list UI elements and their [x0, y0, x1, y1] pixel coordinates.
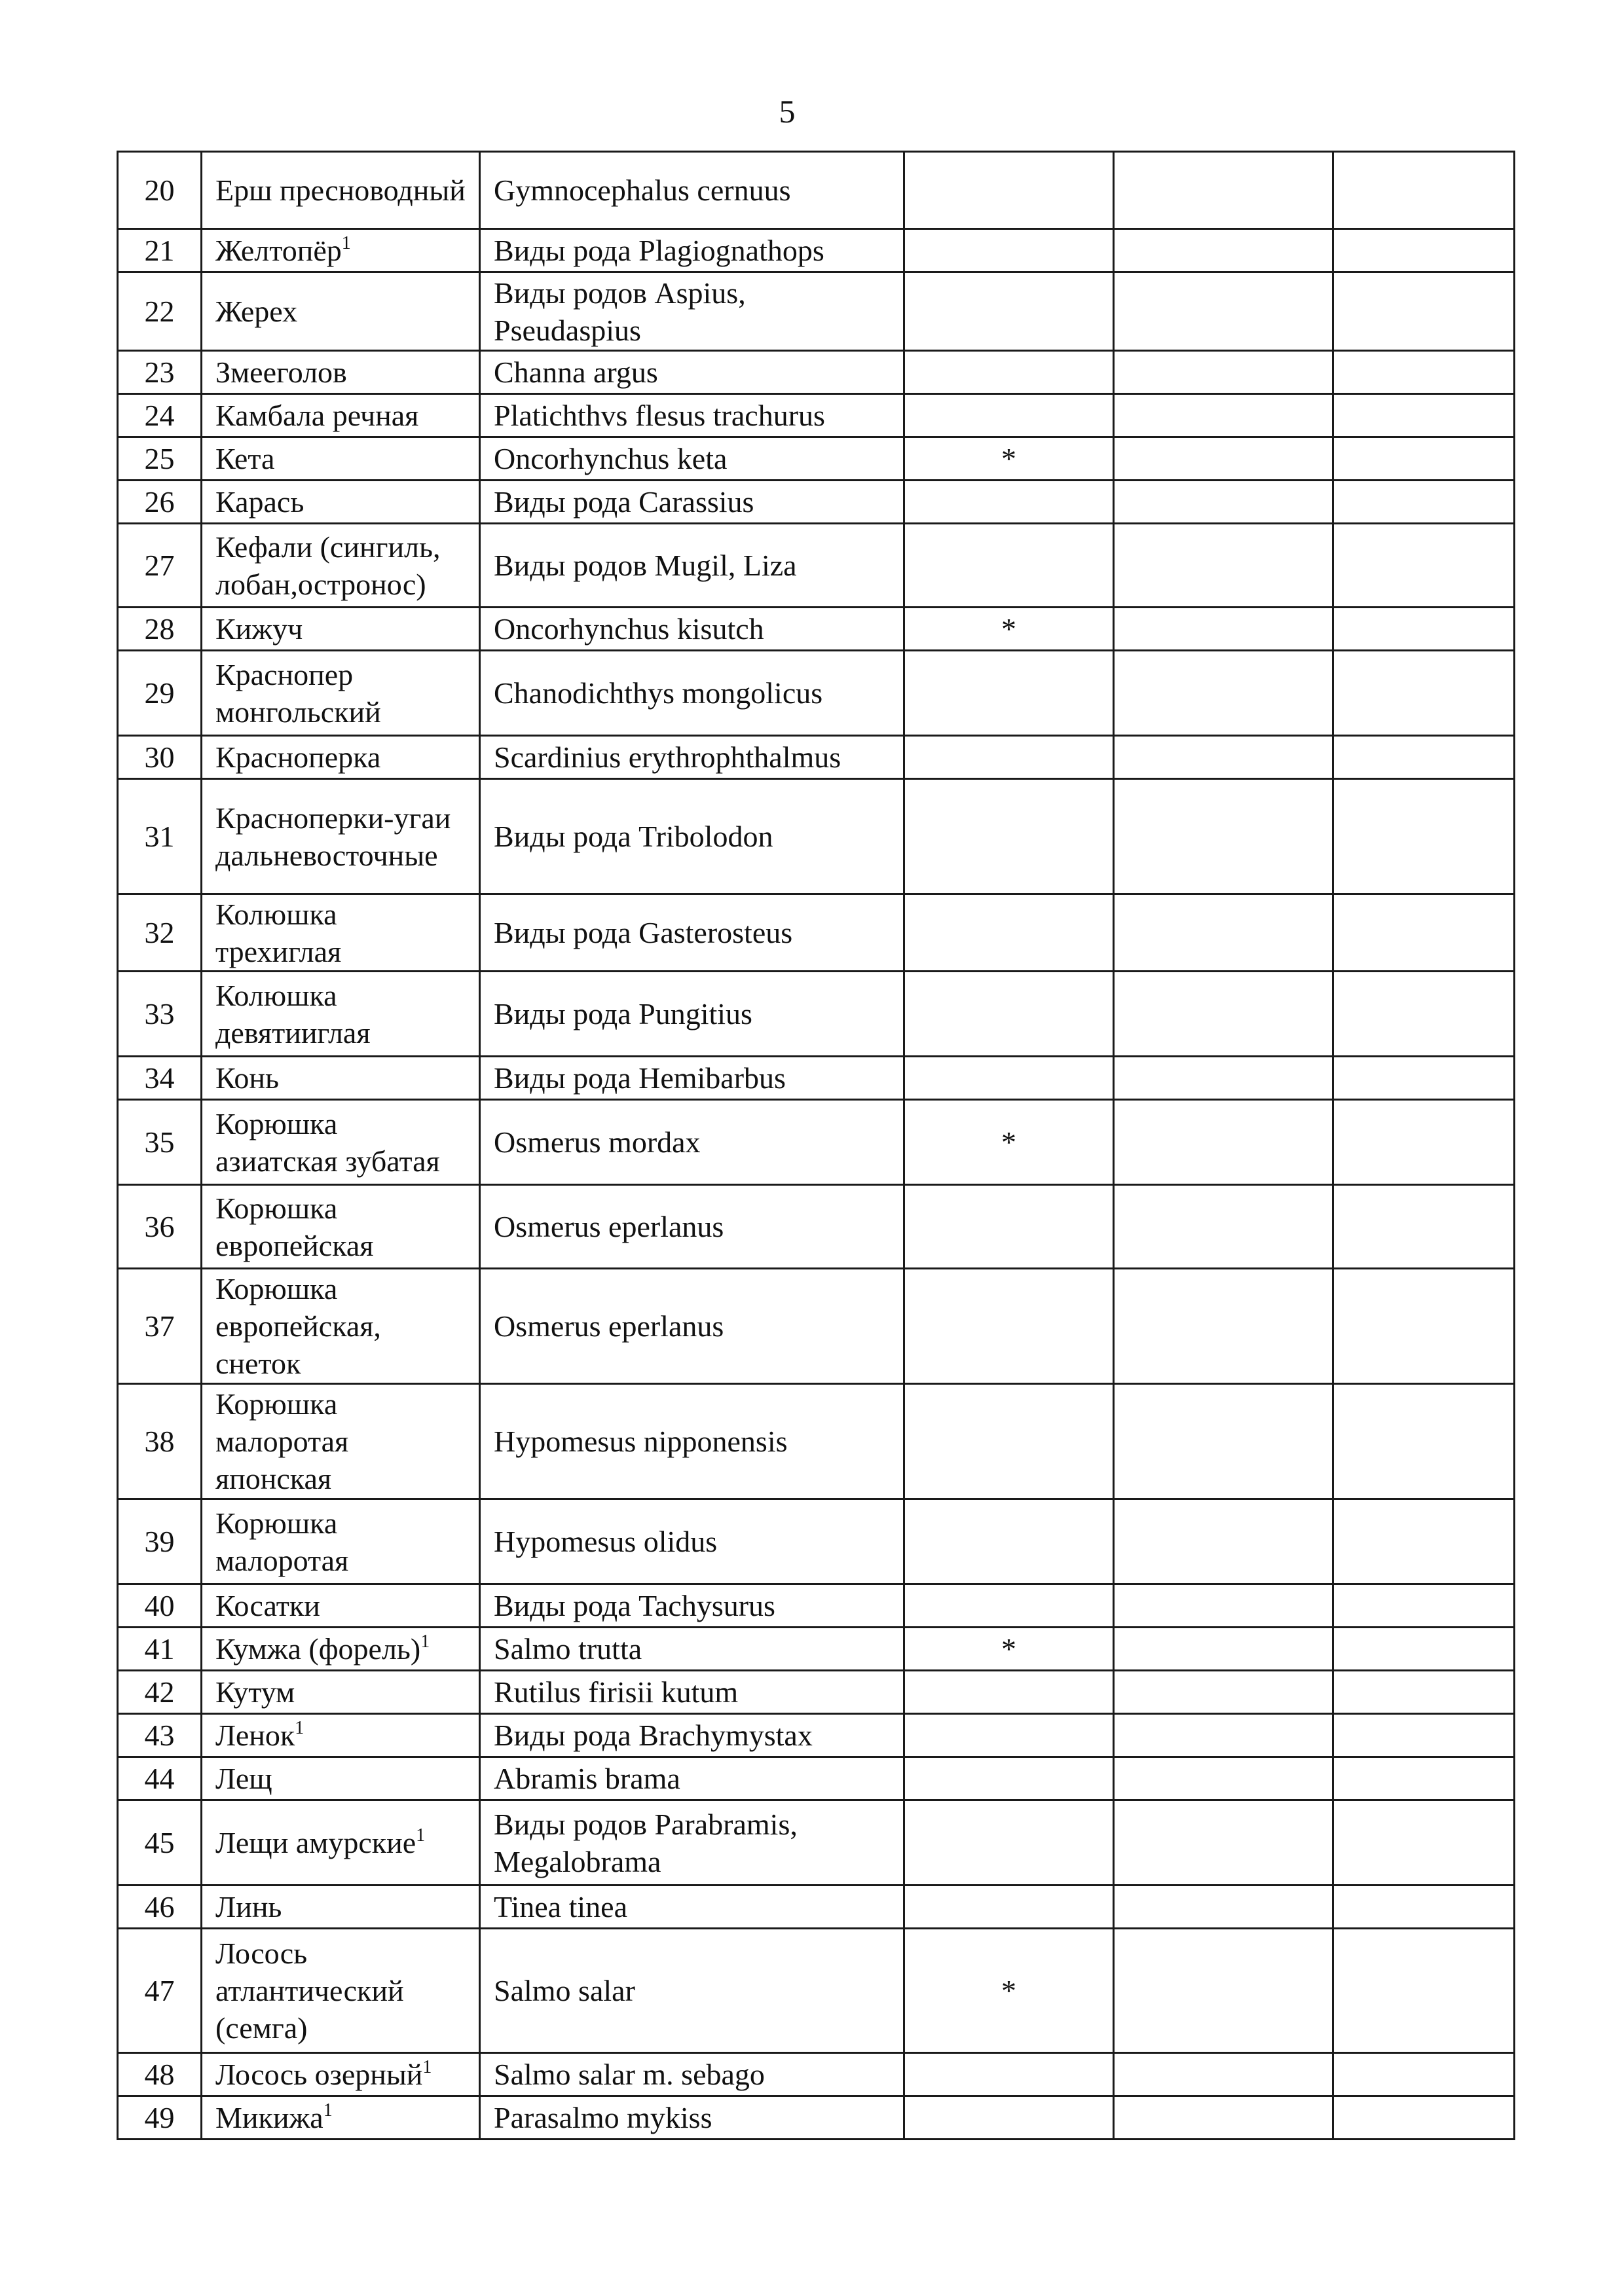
table-row: [118, 608, 1515, 651]
footnote-marker: 1: [422, 2057, 432, 2077]
asterisk-mark: [904, 1671, 1114, 1714]
asterisk-mark: [904, 229, 1114, 272]
species-name-text: Жерех: [215, 295, 298, 328]
species-name-text: Камбала речная: [215, 399, 419, 432]
species-latin-name: Виды родов Parabramis, Megalobrama: [480, 1800, 904, 1886]
species-common-name: [202, 1886, 480, 1929]
row-number: 41: [118, 1628, 202, 1671]
table-row: [118, 1185, 1515, 1269]
species-common-name: [202, 1800, 480, 1886]
empty-cell: [1114, 1757, 1333, 1800]
asterisk-mark: [904, 1057, 1114, 1100]
empty-cell: [1114, 1671, 1333, 1714]
empty-cell: [1333, 1800, 1515, 1886]
empty-cell: [1114, 779, 1333, 894]
empty-cell: [1114, 651, 1333, 736]
species-name-text: Кижуч: [215, 612, 303, 646]
asterisk-mark: *: [904, 1929, 1114, 2053]
asterisk-mark: [904, 1800, 1114, 1886]
species-common-name: [202, 1185, 480, 1269]
species-latin-name: Hypomesus nipponensis: [480, 1384, 904, 1499]
empty-cell: [1333, 651, 1515, 736]
asterisk-mark: [904, 272, 1114, 351]
empty-cell: [1114, 1886, 1333, 1929]
species-name-text: Колюшка девятииглая: [215, 978, 371, 1049]
row-number: 31: [118, 779, 202, 894]
empty-cell: [1114, 1929, 1333, 2053]
empty-cell: [1114, 272, 1333, 351]
species-latin-name: Salmo salar m. sebago: [480, 2053, 904, 2096]
species-common-name: [202, 1714, 480, 1757]
empty-cell: [1333, 779, 1515, 894]
asterisk-mark: [904, 1757, 1114, 1800]
row-number: 26: [118, 481, 202, 524]
species-name-text: Желтопёр: [215, 234, 342, 267]
table-row: [118, 1800, 1515, 1886]
row-number: 32: [118, 894, 202, 972]
asterisk-mark: [904, 481, 1114, 524]
table-row: [118, 1714, 1515, 1757]
empty-cell: [1333, 481, 1515, 524]
row-number: 25: [118, 437, 202, 481]
footnote-marker: 1: [295, 1718, 304, 1738]
empty-cell: [1333, 1384, 1515, 1499]
row-number: 24: [118, 394, 202, 437]
empty-cell: [1114, 894, 1333, 972]
species-latin-name: Rutilus firisii kutum: [480, 1671, 904, 1714]
empty-cell: [1114, 1057, 1333, 1100]
table-row: [118, 972, 1515, 1057]
page-number: 5: [779, 93, 796, 130]
asterisk-mark: *: [904, 1100, 1114, 1185]
species-name-text: Косатки: [215, 1589, 320, 1622]
species-name-text: Красноперка: [215, 740, 381, 774]
species-name-text: Конь: [215, 1061, 279, 1095]
table-row: [118, 1499, 1515, 1584]
row-number: 44: [118, 1757, 202, 1800]
species-common-name: [202, 1384, 480, 1499]
empty-cell: [1114, 229, 1333, 272]
empty-cell: [1333, 351, 1515, 394]
species-name-text: Змееголов: [215, 355, 347, 389]
species-latin-name: Abramis brama: [480, 1757, 904, 1800]
species-latin-name: Gymnocephalus cernuus: [480, 152, 904, 229]
species-name-text: Лещ: [215, 1762, 272, 1795]
species-name-text: Корюшка азиатская зубатая: [215, 1106, 440, 1178]
empty-cell: [1114, 1584, 1333, 1628]
species-common-name: [202, 894, 480, 972]
table-row: [118, 736, 1515, 779]
row-number: 40: [118, 1584, 202, 1628]
species-table: [117, 151, 1515, 2140]
species-common-name: [202, 394, 480, 437]
species-latin-name: Scardinius erythrophthalmus: [480, 736, 904, 779]
asterisk-mark: [904, 1714, 1114, 1757]
empty-cell: [1333, 1886, 1515, 1929]
empty-cell: [1114, 736, 1333, 779]
empty-cell: [1114, 524, 1333, 608]
species-common-name: [202, 272, 480, 351]
asterisk-mark: [904, 351, 1114, 394]
row-number: 27: [118, 524, 202, 608]
species-name-text: Кефали (сингиль, лобан,остронос): [215, 530, 441, 601]
species-common-name: [202, 1929, 480, 2053]
empty-cell: [1333, 152, 1515, 229]
empty-cell: [1114, 1384, 1333, 1499]
empty-cell: [1333, 608, 1515, 651]
species-name-text: Корюшка европейская, снеток: [215, 1272, 381, 1380]
asterisk-mark: [904, 1499, 1114, 1584]
species-common-name: [202, 152, 480, 229]
table-row: [118, 779, 1515, 894]
empty-cell: [1114, 2053, 1333, 2096]
row-number: 22: [118, 272, 202, 351]
table-row: [118, 437, 1515, 481]
empty-cell: [1333, 1057, 1515, 1100]
table-row: [118, 152, 1515, 229]
empty-cell: [1333, 524, 1515, 608]
empty-cell: [1333, 972, 1515, 1057]
species-latin-name: Osmerus mordax: [480, 1100, 904, 1185]
species-name-text: Лосось озерный: [215, 2058, 423, 2091]
empty-cell: [1333, 1757, 1515, 1800]
species-common-name: [202, 351, 480, 394]
row-number: 38: [118, 1384, 202, 1499]
species-latin-name: Channa argus: [480, 351, 904, 394]
species-common-name: [202, 651, 480, 736]
row-number: 28: [118, 608, 202, 651]
row-number: 47: [118, 1929, 202, 2053]
row-number: 37: [118, 1269, 202, 1384]
empty-cell: [1333, 437, 1515, 481]
table-row: [118, 229, 1515, 272]
species-common-name: [202, 1057, 480, 1100]
table-row: [118, 894, 1515, 972]
species-table-body: [118, 152, 1515, 2140]
empty-cell: [1333, 2096, 1515, 2140]
species-latin-name: Oncorhynchus keta: [480, 437, 904, 481]
species-latin-name: Osmerus eperlanus: [480, 1185, 904, 1269]
row-number: 42: [118, 1671, 202, 1714]
asterisk-mark: [904, 779, 1114, 894]
row-number: 49: [118, 2096, 202, 2140]
row-number: 39: [118, 1499, 202, 1584]
species-name-text: Корюшка европейская: [215, 1191, 374, 1262]
footnote-marker: 1: [416, 1825, 426, 1846]
asterisk-mark: [904, 2096, 1114, 2140]
species-common-name: [202, 1757, 480, 1800]
asterisk-mark: [904, 152, 1114, 229]
table-row: [118, 1671, 1515, 1714]
footnote-marker: 1: [323, 2100, 333, 2121]
species-common-name: [202, 972, 480, 1057]
row-number: 45: [118, 1800, 202, 1886]
species-latin-name: Виды родов Mugil, Liza: [480, 524, 904, 608]
species-common-name: [202, 481, 480, 524]
species-latin-name: Salmo trutta: [480, 1628, 904, 1671]
empty-cell: [1114, 351, 1333, 394]
species-latin-name: Chanodichthys mongolicus: [480, 651, 904, 736]
row-number: 43: [118, 1714, 202, 1757]
species-name-text: Микижа: [215, 2101, 323, 2134]
row-number: 21: [118, 229, 202, 272]
empty-cell: [1333, 1499, 1515, 1584]
table-row: [118, 1929, 1515, 2053]
row-number: 48: [118, 2053, 202, 2096]
asterisk-mark: [904, 1584, 1114, 1628]
empty-cell: [1114, 437, 1333, 481]
table-row: [118, 2096, 1515, 2140]
row-number: 33: [118, 972, 202, 1057]
empty-cell: [1333, 1714, 1515, 1757]
table-row: [118, 394, 1515, 437]
empty-cell: [1333, 272, 1515, 351]
asterisk-mark: [904, 1185, 1114, 1269]
table-row: [118, 1757, 1515, 1800]
empty-cell: [1114, 1499, 1333, 1584]
species-latin-name: Platichthvs flesus trachurus: [480, 394, 904, 437]
empty-cell: [1114, 1714, 1333, 1757]
table-row: [118, 524, 1515, 608]
species-common-name: [202, 2096, 480, 2140]
species-name-text: Красноперки-угаи дальневосточные: [215, 801, 451, 872]
asterisk-mark: *: [904, 608, 1114, 651]
species-common-name: [202, 524, 480, 608]
empty-cell: [1114, 1185, 1333, 1269]
empty-cell: [1333, 1628, 1515, 1671]
row-number: 36: [118, 1185, 202, 1269]
species-latin-name: Виды рода Pungitius: [480, 972, 904, 1057]
empty-cell: [1114, 1628, 1333, 1671]
empty-cell: [1114, 2096, 1333, 2140]
table-row: [118, 272, 1515, 351]
empty-cell: [1333, 1929, 1515, 2053]
empty-cell: [1114, 394, 1333, 437]
row-number: 35: [118, 1100, 202, 1185]
species-latin-name: Виды родов Aspius, Pseudaspius: [480, 272, 904, 351]
empty-cell: [1333, 894, 1515, 972]
empty-cell: [1333, 1100, 1515, 1185]
asterisk-mark: [904, 972, 1114, 1057]
asterisk-mark: [904, 894, 1114, 972]
empty-cell: [1333, 394, 1515, 437]
row-number: 20: [118, 152, 202, 229]
species-name-text: Ерш пресноводный: [215, 173, 466, 207]
species-name-text: Лосось атлантический (семга): [215, 1937, 404, 2045]
empty-cell: [1333, 229, 1515, 272]
asterisk-mark: [904, 524, 1114, 608]
species-latin-name: Виды рода Brachymystax: [480, 1714, 904, 1757]
species-latin-name: Hypomesus olidus: [480, 1499, 904, 1584]
empty-cell: [1114, 1100, 1333, 1185]
species-latin-name: Parasalmo mykiss: [480, 2096, 904, 2140]
species-latin-name: Oncorhynchus kisutch: [480, 608, 904, 651]
empty-cell: [1114, 1269, 1333, 1384]
empty-cell: [1333, 2053, 1515, 2096]
species-latin-name: Виды рода Gasterosteus: [480, 894, 904, 972]
asterisk-mark: [904, 1384, 1114, 1499]
species-name-text: Кета: [215, 442, 275, 475]
asterisk-mark: [904, 1886, 1114, 1929]
table-row: [118, 1057, 1515, 1100]
species-latin-name: Виды рода Tachysurus: [480, 1584, 904, 1628]
species-name-text: Краснопер монгольский: [215, 657, 381, 729]
species-common-name: [202, 2053, 480, 2096]
table-row: [118, 2053, 1515, 2096]
table-row: [118, 481, 1515, 524]
species-common-name: [202, 608, 480, 651]
species-common-name: [202, 779, 480, 894]
asterisk-mark: [904, 651, 1114, 736]
species-common-name: [202, 736, 480, 779]
species-name-text: Линь: [215, 1890, 282, 1923]
table-row: [118, 1628, 1515, 1671]
species-name-text: Кумжа (форель): [215, 1632, 421, 1666]
species-common-name: [202, 1628, 480, 1671]
row-number: 34: [118, 1057, 202, 1100]
asterisk-mark: [904, 394, 1114, 437]
empty-cell: [1114, 608, 1333, 651]
species-common-name: [202, 1499, 480, 1584]
empty-cell: [1114, 152, 1333, 229]
species-name-text: Карась: [215, 485, 304, 519]
empty-cell: [1333, 1671, 1515, 1714]
empty-cell: [1333, 1584, 1515, 1628]
species-common-name: [202, 229, 480, 272]
table-row: [118, 1384, 1515, 1499]
empty-cell: [1114, 481, 1333, 524]
table-row: [118, 1886, 1515, 1929]
species-name-text: Ленок: [215, 1719, 295, 1752]
species-latin-name: Tinea tinea: [480, 1886, 904, 1929]
species-latin-name: Виды рода Tribolodon: [480, 779, 904, 894]
asterisk-mark: [904, 736, 1114, 779]
species-common-name: [202, 1584, 480, 1628]
footnote-marker: 1: [420, 1631, 430, 1652]
asterisk-mark: [904, 2053, 1114, 2096]
empty-cell: [1333, 1269, 1515, 1384]
footnote-marker: 1: [341, 233, 351, 253]
row-number: 46: [118, 1886, 202, 1929]
species-name-text: Корюшка малоротая: [215, 1506, 349, 1577]
table-row: [118, 1100, 1515, 1185]
row-number: 23: [118, 351, 202, 394]
asterisk-mark: [904, 1269, 1114, 1384]
species-name-text: Кутум: [215, 1675, 295, 1709]
species-latin-name: Виды рода Carassius: [480, 481, 904, 524]
species-name-text: Корюшка малоротая японская: [215, 1387, 349, 1495]
species-name-text: Колюшка трехиглая: [215, 897, 342, 968]
asterisk-mark: *: [904, 437, 1114, 481]
species-common-name: [202, 1671, 480, 1714]
species-common-name: [202, 1269, 480, 1384]
species-latin-name: Osmerus eperlanus: [480, 1269, 904, 1384]
table-row: [118, 651, 1515, 736]
row-number: 30: [118, 736, 202, 779]
table-row: [118, 1269, 1515, 1384]
empty-cell: [1333, 736, 1515, 779]
species-latin-name: Виды рода Hemibarbus: [480, 1057, 904, 1100]
species-name-text: Лещи амурские: [215, 1826, 416, 1859]
row-number: 29: [118, 651, 202, 736]
species-latin-name: Salmo salar: [480, 1929, 904, 2053]
asterisk-mark: *: [904, 1628, 1114, 1671]
species-common-name: [202, 437, 480, 481]
table-row: [118, 1584, 1515, 1628]
empty-cell: [1114, 972, 1333, 1057]
table-row: [118, 351, 1515, 394]
empty-cell: [1114, 1800, 1333, 1886]
empty-cell: [1333, 1185, 1515, 1269]
species-common-name: [202, 1100, 480, 1185]
species-latin-name: Виды рода Plagiognathops: [480, 229, 904, 272]
